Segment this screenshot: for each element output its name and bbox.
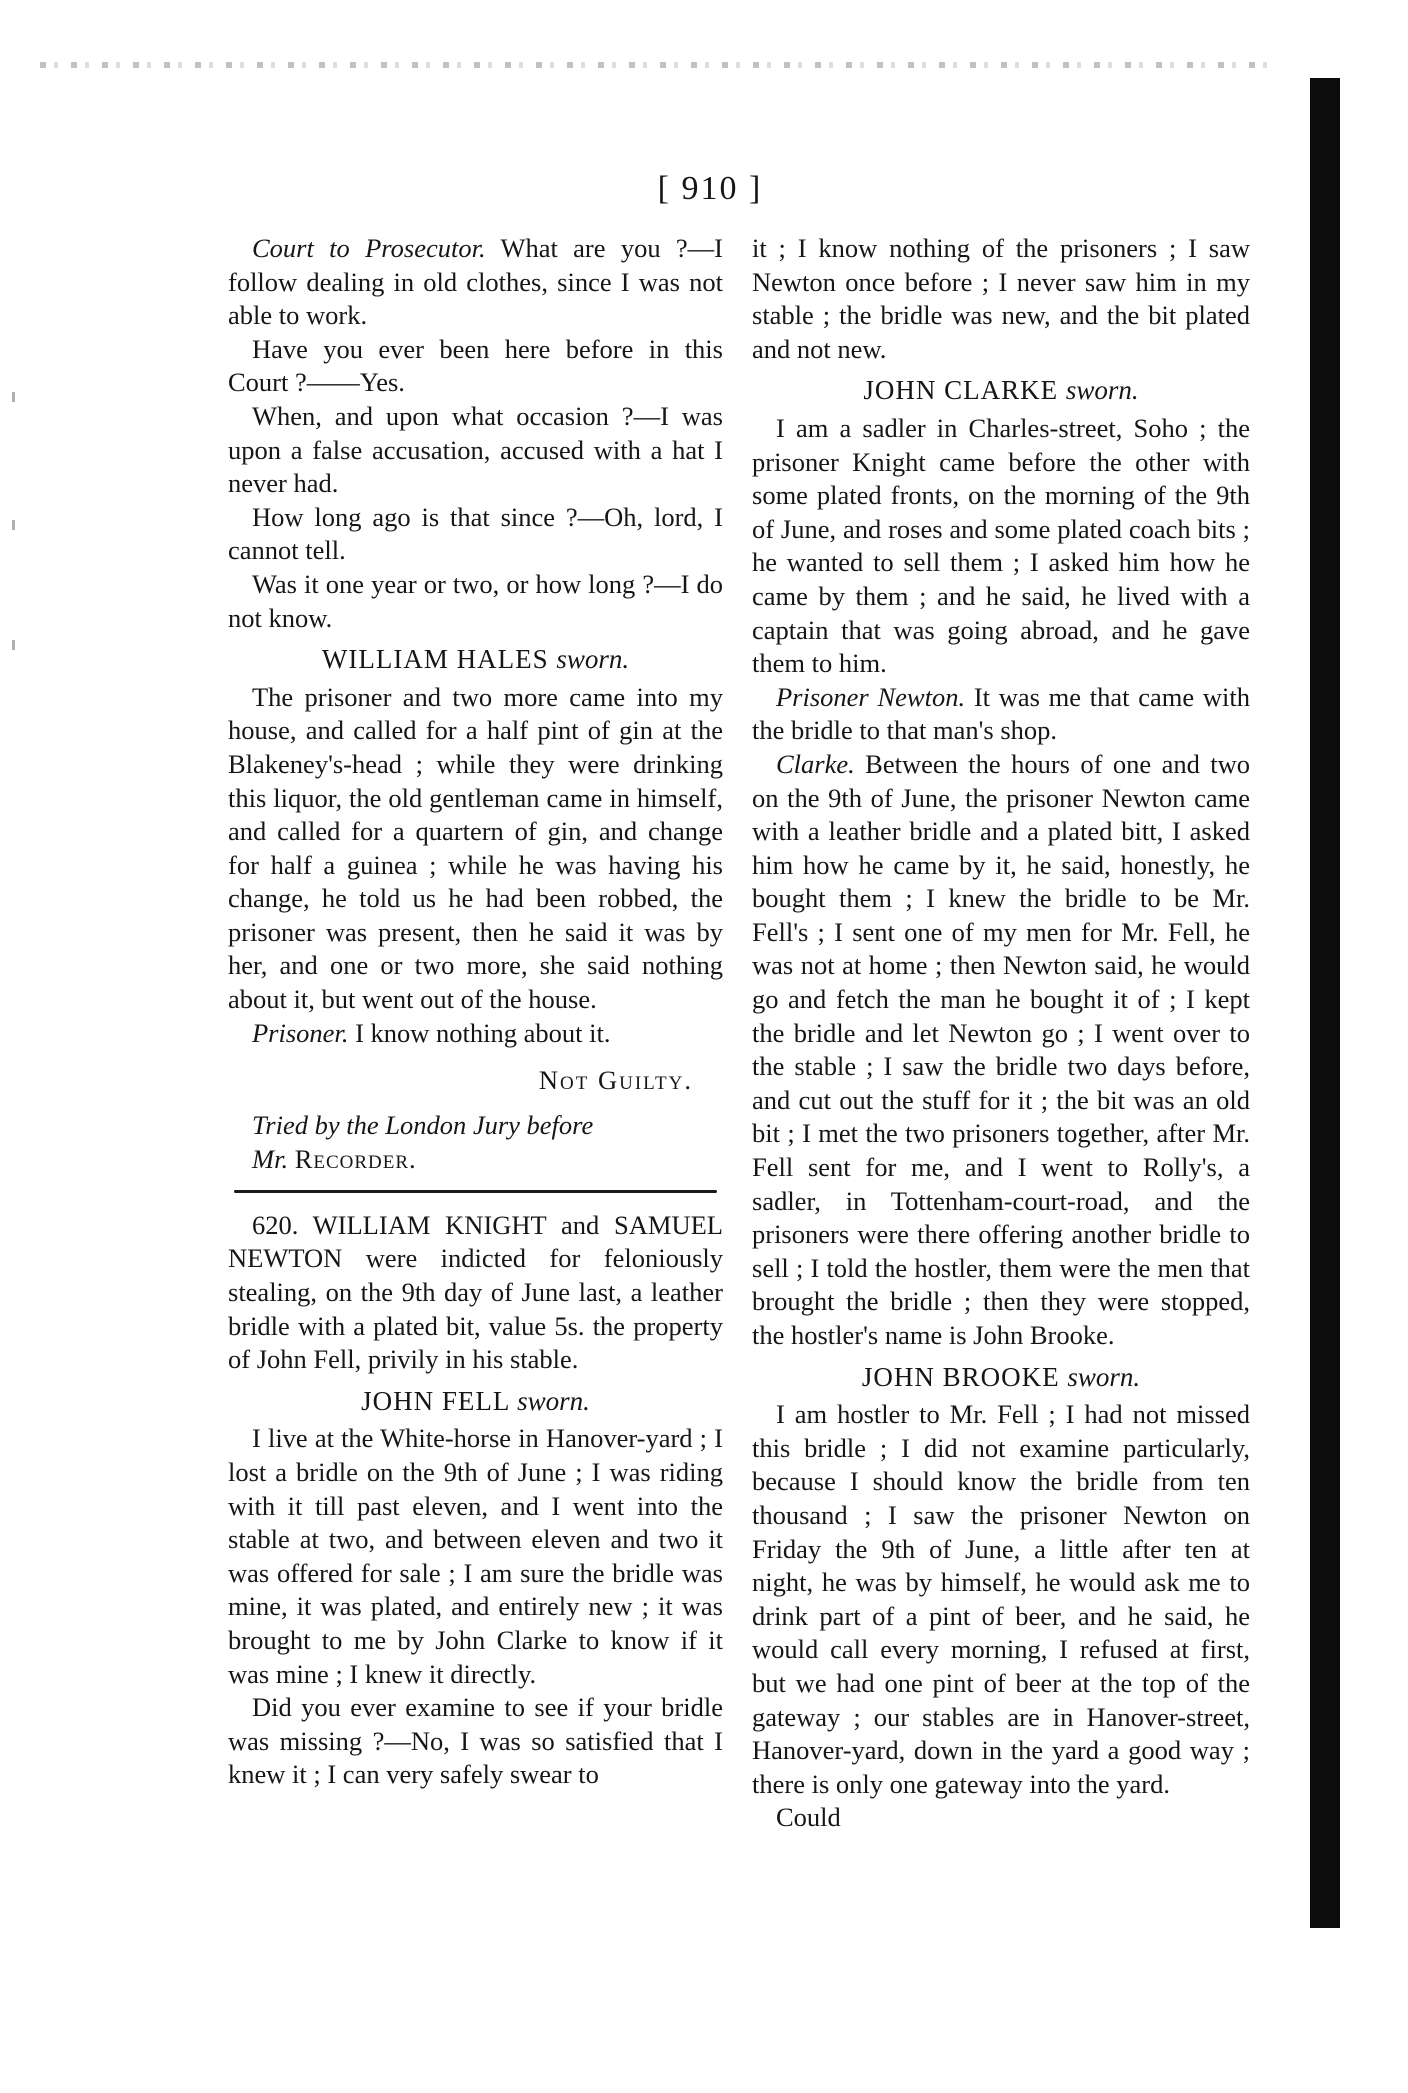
right-column: [752, 232, 1250, 1835]
witness-heading: [752, 1361, 1250, 1395]
section-divider: [234, 1190, 717, 1193]
paragraph: I live at the White-horse in Hanover-yard ; I lost a bridle on the 9th of June ; I was riding with it till past eleven, and I went into the stable at two, and between eleven and two it was offered for sale ; I am sure the bridle was mine, it was plated, and entirely new ; it was brought to me by John Clarke to know if it was mine ; I knew it directly.: [228, 1423, 723, 1689]
paragraph-text: What are you ?—I follow dealing in old clothes, since I was not able to work.: [228, 233, 723, 331]
speaker-label: Court to Prosecutor.: [252, 233, 486, 263]
scan-speck: [12, 520, 15, 530]
witness-heading: [228, 1385, 723, 1419]
mr-label: Mr.: [252, 1143, 295, 1174]
scan-top-edge: [40, 62, 1280, 68]
tried-by-line: Tried by the London Jury before: [252, 1109, 594, 1140]
paragraph-text: Between the hours of one and two on the 9th of June, the prisoner Newton came with a leather bridle and a plated bitt, I asked him how he came by it, he said, honestly, he bought them ; I knew the bridle to be Mr. Fell's ; I sent one of my men for Mr. Fell, he was not at home ; then Newton said, he would go and fetch the man he bought it of ; I kept the bridle and let Newton go ; I went over to the stable ; I saw the bridle two days before, and cut out the stuff for it ; the bit was an old bit ; I met the two prisoners together, after Mr. Fell sent for me, and I went to Rolly's, a sadler, in Tottenham-court-road, and the prisoners were there offering another bridle to sell ; I told the hostler, them were the men that brought the bridle ; then they were stopped, the hostler's name is John Brooke.: [752, 748, 1250, 1350]
witness-heading: [228, 643, 723, 677]
paragraph-text: It was me that came with the bridle to that man's shop.: [752, 681, 1250, 746]
witness-name: JOHN FELL: [361, 1385, 518, 1416]
case-paragraph: 620. WILLIAM KNIGHT and SAMUEL NEWTON were indicted for feloniously stealing, on the 9th day of June last, a leather bridle with a plated bit, value 5s. the property of John Fell, privily in his stable.: [228, 1209, 723, 1375]
speaker-label: Prisoner Newton.: [776, 681, 966, 712]
paragraph: How long ago is that since ?—Oh, lord, I cannot tell.: [228, 501, 723, 566]
paragraph: I am a sadler in Charles-street, Soho ; the prisoner Knight came before the other with some plated fronts, on the morning of the 9th of June, and roses and some plated coach bits ; he wanted to sell them ; I asked him how he came by them ; and he said, he lived with a captain that was going abroad, and he gave them to him.: [752, 412, 1250, 679]
paragraph: [752, 748, 1250, 1353]
sworn-label: sworn.: [1067, 1361, 1141, 1392]
witness-name: WILLIAM HALES: [321, 644, 557, 675]
paragraph: [228, 1017, 723, 1051]
paragraph: I am hostler to Mr. Fell ; I had not missed this bridle ; I did not examine particularly, because I should know the bridle from ten thousand ; I saw the prisoner Newton on Friday the 9th of June, a little after ten at night, he was by himself, he would ask me to drink part of a pint of beer, and he said, he would call every morning, I refused at first, but we had one pint of beer at the top of the gateway ; our stables are in Hanover-street, Hanover-yard, down in the yard a good way ; there is only one gateway into the yard.: [752, 1399, 1250, 1799]
witness-name: JOHN CLARKE: [863, 375, 1066, 406]
speaker-label: Prisoner.: [252, 1017, 349, 1048]
paragraph: Did you ever examine to see if your bridle was missing ?—No, I was so satisfied that I knew it ; I can very safely swear to: [228, 1692, 723, 1790]
sworn-label: sworn.: [556, 644, 630, 675]
speaker-label: Clarke.: [776, 748, 855, 779]
paragraph: When, and upon what occasion ?—I was upon a false accusation, accused with a hat I never had.: [228, 400, 723, 499]
left-column: [228, 232, 723, 1792]
paragraph-text: I know nothing about it.: [348, 1017, 611, 1048]
verdict: Not Guilty.: [538, 1065, 693, 1096]
paragraph: [752, 681, 1250, 748]
paragraph: it ; I know nothing of the prisoners ; I saw Newton once before ; I never saw him in my stable ; the bridle was new, and the bit plated and not new.: [752, 233, 1250, 364]
witness-heading: [752, 374, 1250, 408]
scan-speck: [12, 392, 15, 402]
sworn-label: sworn.: [1065, 375, 1139, 406]
tried-by-line: [228, 1142, 723, 1176]
catchword: Could: [776, 1802, 841, 1833]
recorder-label: Recorder.: [294, 1143, 417, 1174]
sworn-label: sworn.: [517, 1385, 590, 1416]
paragraph: [228, 232, 723, 333]
paragraph: Was it one year or two, or how long ?—I do not know.: [228, 568, 723, 633]
paragraph: Have you ever been here before in this Court ?——Yes.: [228, 333, 723, 398]
witness-name: JOHN BROOKE: [861, 1361, 1068, 1392]
paragraph: The prisoner and two more came into my house, and called for a half pint of gin at the Blakeney's-head ; while they were drinking this liquor, the old gentleman came in himself, and called for a quartern of gin, and change for half a guinea ; while he was having his change, he told us he had been robbed, the prisoner was present, then he said it was by her, and one or two more, she said nothing about it, but went out of the house.: [228, 681, 723, 1015]
page-number: [ 910 ]: [657, 170, 763, 207]
scan-speck: [12, 640, 15, 650]
binding-shadow: [1310, 78, 1340, 1928]
